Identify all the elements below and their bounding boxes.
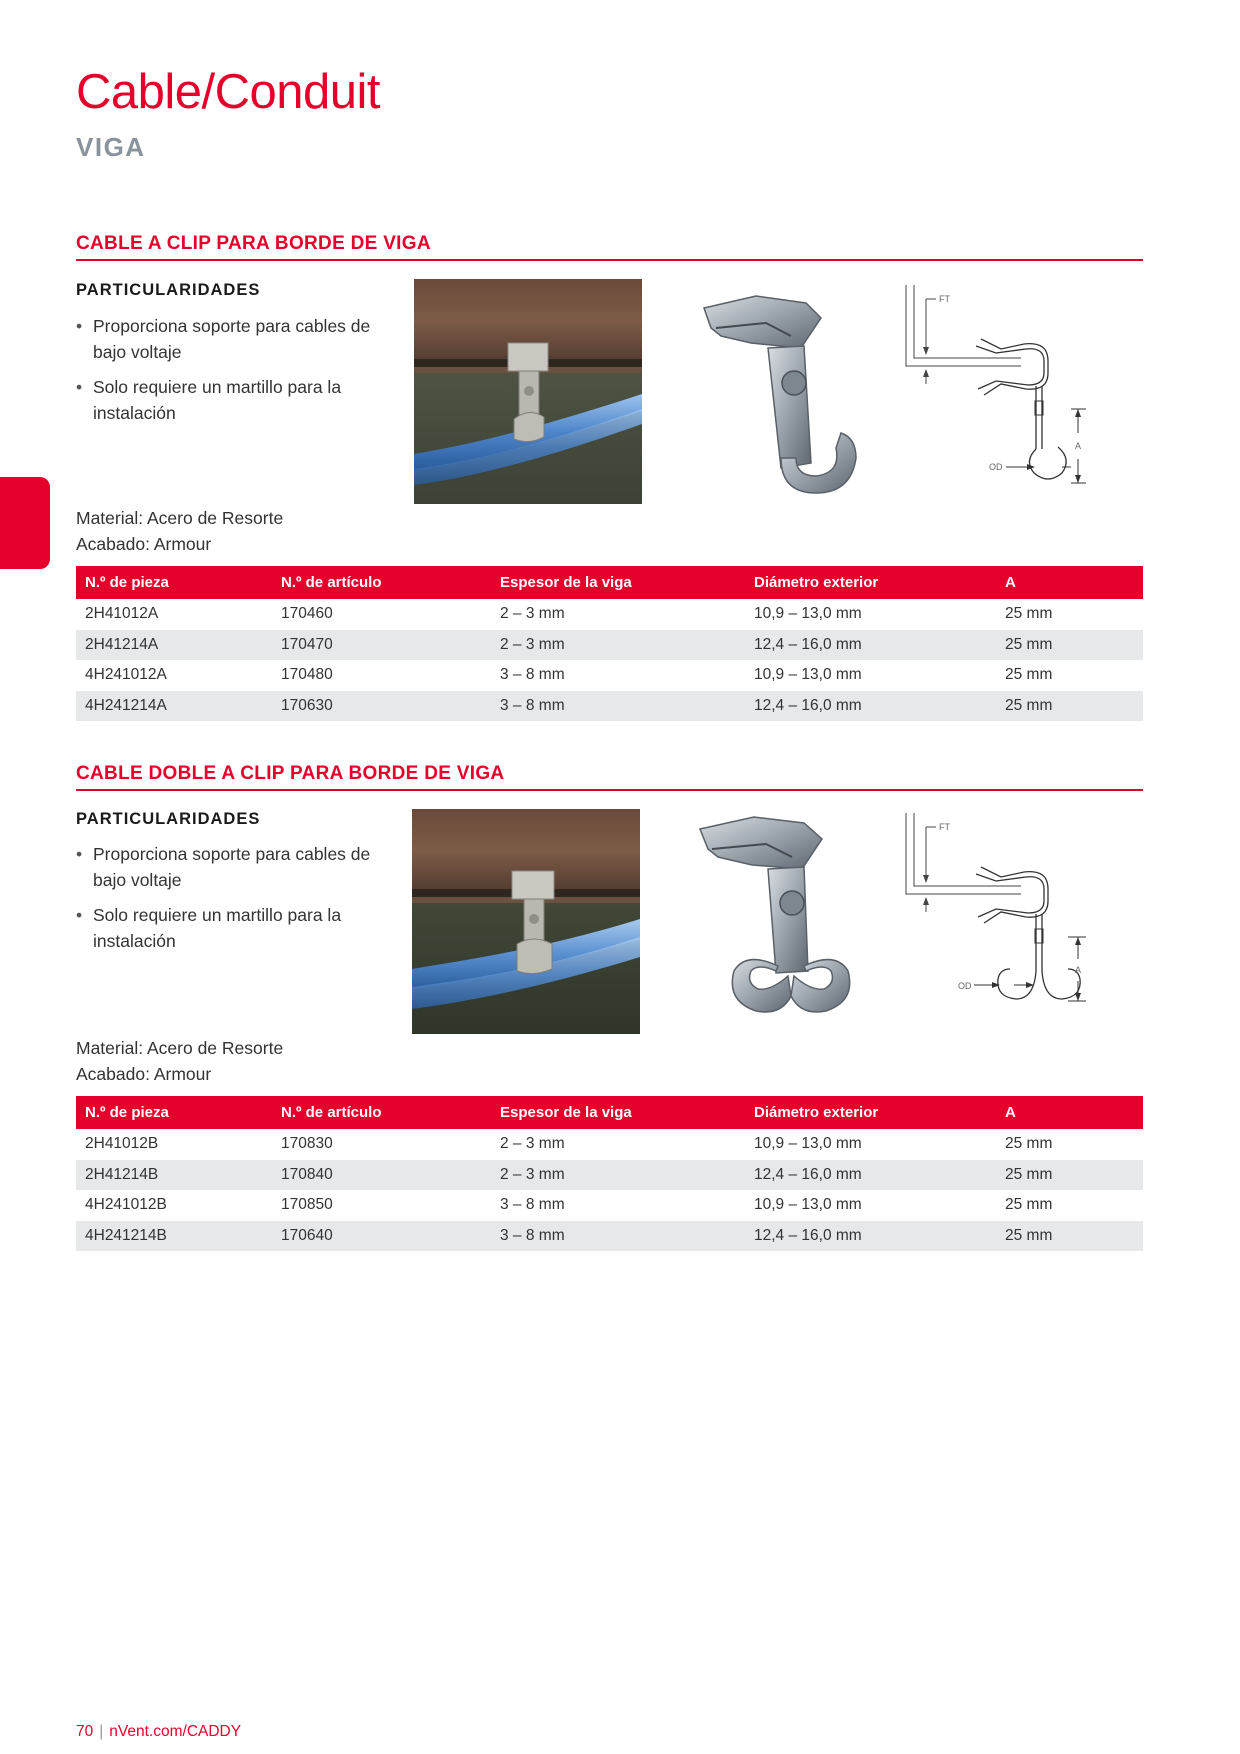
col-header-part: N.º de pieza [76, 1096, 272, 1129]
drawing-label-od: OD [958, 981, 972, 991]
finish-text: Acabado: Armour [76, 534, 212, 554]
cell-article: 170840 [272, 1160, 491, 1191]
cell-a: 25 mm [996, 1160, 1143, 1191]
drawing-label-ft: FT [939, 294, 950, 304]
col-header-thickness: Espesor de la viga [491, 566, 745, 599]
installation-photo [414, 279, 642, 504]
feature-item: • Solo requiere un martillo para la instalación [76, 374, 406, 426]
section-single-clip [76, 233, 1143, 733]
table-row [76, 1129, 1143, 1160]
features-list [76, 841, 406, 963]
table-row [76, 1221, 1143, 1252]
drawing-label-od: OD [989, 462, 1003, 472]
cell-article: 170480 [281, 666, 333, 684]
feature-item: • Solo requiere un martillo para la instalación [76, 902, 406, 954]
features-list [76, 313, 406, 435]
technical-drawing [896, 809, 1146, 1039]
cell-a: 25 mm [996, 630, 1143, 661]
cell-diameter: 12,4 – 16,0 mm [745, 1221, 996, 1252]
finish-text: Acabado: Armour [76, 1064, 212, 1084]
page-subtitle: VIGA [76, 132, 146, 162]
col-header-diameter: Diámetro exterior [745, 1096, 996, 1129]
col-header-article: N.º de artículo [272, 566, 491, 599]
material-text: Material: Acero de Resorte [76, 508, 284, 528]
cell-article: 170460 [281, 605, 333, 623]
material-info [76, 505, 283, 557]
footer-link[interactable]: nVent.com/CADDY [109, 1723, 242, 1740]
drawing-label-a: A [1075, 441, 1082, 451]
col-header-thickness: Espesor de la viga [491, 1096, 745, 1129]
cell-a: 25 mm [1005, 605, 1053, 623]
cell-article: 170850 [281, 1196, 333, 1214]
cell-part: 4H241012B [85, 1196, 167, 1214]
technical-drawing [896, 281, 1146, 511]
cell-a: 25 mm [1005, 1196, 1053, 1214]
cell-article: 170630 [272, 691, 491, 722]
feature-item: • Proporciona soporte para cables de bajo voltaje [76, 841, 406, 893]
cell-a: 25 mm [996, 691, 1143, 722]
chapter-side-tab [0, 477, 50, 569]
cell-part: 2H41214A [76, 630, 272, 661]
cell-thickness: 2 – 3 mm [491, 630, 745, 661]
cell-part: 2H41012B [85, 1135, 159, 1153]
cell-diameter: 10,9 – 13,0 mm [754, 1196, 862, 1214]
table-row [76, 630, 1143, 661]
table-row [76, 691, 1143, 722]
table-row [76, 1160, 1143, 1191]
footer-separator: | [99, 1723, 104, 1740]
col-header-a: A [996, 566, 1143, 599]
table-header-row [76, 566, 1143, 599]
cell-thickness: 3 – 8 mm [500, 666, 565, 684]
spec-table [76, 1096, 1143, 1251]
cell-diameter: 10,9 – 13,0 mm [754, 666, 862, 684]
page-footer [76, 1723, 241, 1741]
cell-a: 25 mm [1005, 666, 1053, 684]
col-header-article: N.º de artículo [272, 1096, 491, 1129]
section-double-clip [76, 763, 1143, 1263]
cell-part: 4H241012A [85, 666, 167, 684]
cell-a: 25 mm [996, 1221, 1143, 1252]
drawing-label-a: A [1075, 965, 1082, 975]
table-header-row [76, 1096, 1143, 1129]
cell-diameter: 12,4 – 16,0 mm [745, 1160, 996, 1191]
section-title: CABLE A CLIP PARA BORDE DE VIGA [76, 233, 1143, 261]
col-header-part: N.º de pieza [76, 566, 272, 599]
spec-table [76, 566, 1143, 721]
table-row [76, 599, 1143, 630]
cell-thickness: 3 – 8 mm [500, 1196, 565, 1214]
section-title: CABLE DOBLE A CLIP PARA BORDE DE VIGA [76, 763, 1143, 791]
cell-thickness: 3 – 8 mm [491, 691, 745, 722]
cell-diameter: 12,4 – 16,0 mm [745, 691, 996, 722]
cell-article: 170640 [272, 1221, 491, 1252]
table-row [76, 1190, 1143, 1221]
cell-part: 2H41012A [85, 605, 159, 623]
feature-item: • Proporciona soporte para cables de bajo voltaje [76, 313, 406, 365]
cell-diameter: 12,4 – 16,0 mm [745, 630, 996, 661]
cell-thickness: 2 – 3 mm [491, 1160, 745, 1191]
page-number: 70 [76, 1723, 94, 1740]
drawing-label-ft: FT [939, 822, 950, 832]
cell-part: 4H241214A [76, 691, 272, 722]
cell-thickness: 2 – 3 mm [500, 1135, 565, 1153]
col-header-diameter: Diámetro exterior [745, 566, 996, 599]
features-heading: PARTICULARIDADES [76, 281, 261, 299]
cell-article: 170470 [272, 630, 491, 661]
cell-article: 170830 [281, 1135, 333, 1153]
cell-diameter: 10,9 – 13,0 mm [754, 1135, 862, 1153]
installation-photo [412, 809, 640, 1034]
cell-diameter: 10,9 – 13,0 mm [754, 605, 862, 623]
material-info [76, 1035, 283, 1087]
cell-part: 2H41214B [76, 1160, 272, 1191]
features-heading: PARTICULARIDADES [76, 810, 261, 828]
cell-thickness: 3 – 8 mm [491, 1221, 745, 1252]
cell-thickness: 2 – 3 mm [500, 605, 565, 623]
table-row [76, 660, 1143, 691]
col-header-a: A [996, 1096, 1143, 1129]
cell-part: 4H241214B [76, 1221, 272, 1252]
material-text: Material: Acero de Resorte [76, 1038, 284, 1058]
cell-a: 25 mm [1005, 1135, 1053, 1153]
page-title: Cable/Conduit [76, 65, 381, 119]
